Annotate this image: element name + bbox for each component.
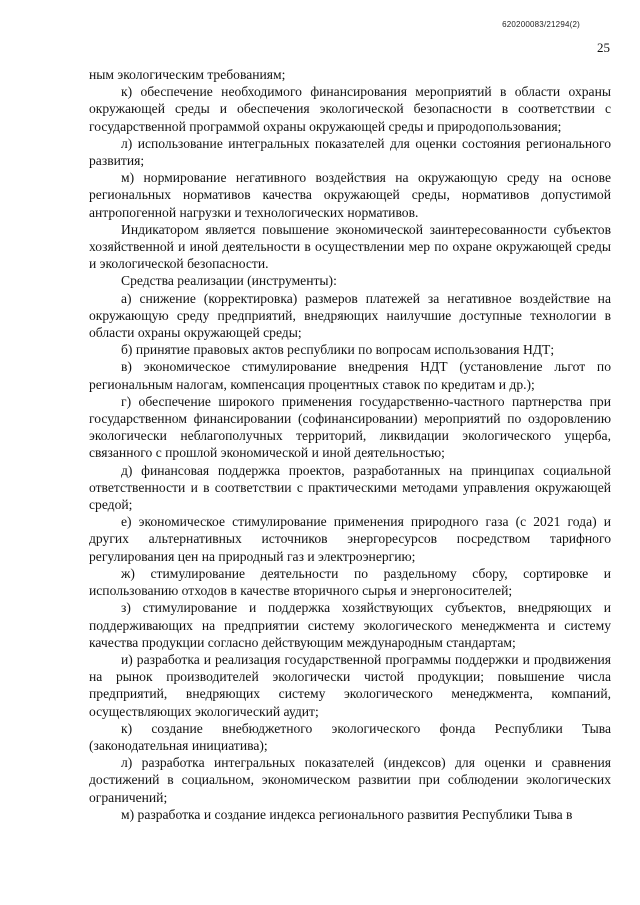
paragraph: з) стимулирование и поддержка хозяйствующих субъектов, внедряющих и поддерживающих на предприятии систему экологического менеджмента и систему качества продукции согласно действующим международным стандартам; bbox=[89, 600, 611, 650]
paragraph: г) обеспечение широкого применения государственно-частного партнерства при государственном финансировании (софинансировании) мероприятий по оздоровлению экологически неблагополучных территорий, ликвидации экологического ущерба, связанного с прошлой экономической и иной деятельностью; bbox=[89, 393, 611, 461]
document-id: 620200083/21294(2) bbox=[502, 20, 580, 29]
paragraph: Средства реализации (инструменты): bbox=[121, 273, 337, 289]
paragraph: и) разработка и реализация государственной программы поддержки и продвижения на рынок производителей экологически чистой продукции; повышение числа предприятий, внедряющих систему экологического менеджмента, компаний, осуществляющих экологический аудит; bbox=[89, 651, 611, 719]
page-number: 25 bbox=[597, 40, 610, 55]
paragraph: м) нормирование негативного воздействия на окружающую среду на основе региональных нормативов качества окружающей среды, нормативов допустимой антропогенной нагрузки и технологических нормативов. bbox=[89, 170, 611, 220]
paragraph: к) обеспечение необходимого финансирования мероприятий в области охраны окружающей среды и обеспечения экологической безопасности в соответствии с государственной программой охраны окружающей среды и природопользования; bbox=[89, 84, 611, 134]
paragraph: е) экономическое стимулирование применения природного газа (с 2021 года) и других альтернативных источников энергоресурсов посредством тарифного регулирования цен на природный газ и электроэнергию; bbox=[89, 514, 611, 564]
document-body bbox=[89, 66, 611, 823]
paragraph: м) разработка и создание индекса регионального развития Республики Тыва в bbox=[121, 806, 573, 822]
paragraph: б) принятие правовых актов республики по вопросам использования НДТ; bbox=[121, 342, 555, 358]
paragraph: ж) стимулирование деятельности по раздельному сбору, сортировке и использованию отходов в качестве вторичного сырья и энергоносителей; bbox=[89, 565, 611, 599]
paragraph: ным экологическим требованиям; bbox=[89, 67, 286, 82]
paragraph: а) снижение (корректировка) размеров платежей за негативное воздействие на окружающую среду предприятий, внедряющих наилучшие доступные технологии в области охраны окружающей среды; bbox=[89, 290, 611, 341]
paragraph: л) разработка интегральных показателей (индексов) для оценки и сравнения достижений в социальном, экономическом развитии при соблюдении экологических ограничений; bbox=[89, 755, 611, 805]
paragraph: Индикатором является повышение экономической заинтересованности субъектов хозяйственной и иной деятельности в осуществлении мер по охране окружающей среды и экологической безопасности. bbox=[89, 221, 611, 272]
paragraph: л) использование интегральных показателей для оценки состояния регионального развития; bbox=[89, 135, 611, 169]
paragraph: к) создание внебюджетного экологического фонда Республики Тыва (законодательная инициатива); bbox=[89, 720, 611, 753]
paragraph: в) экономическое стимулирование внедрения НДТ (установление льгот по региональным налогам, компенсация процентных ставок по кредитам и др.); bbox=[89, 359, 611, 392]
paragraph: д) финансовая поддержка проектов, разработанных на принципах социальной ответственности и в соответствии с практическими методами управления окружающей средой; bbox=[89, 462, 611, 513]
